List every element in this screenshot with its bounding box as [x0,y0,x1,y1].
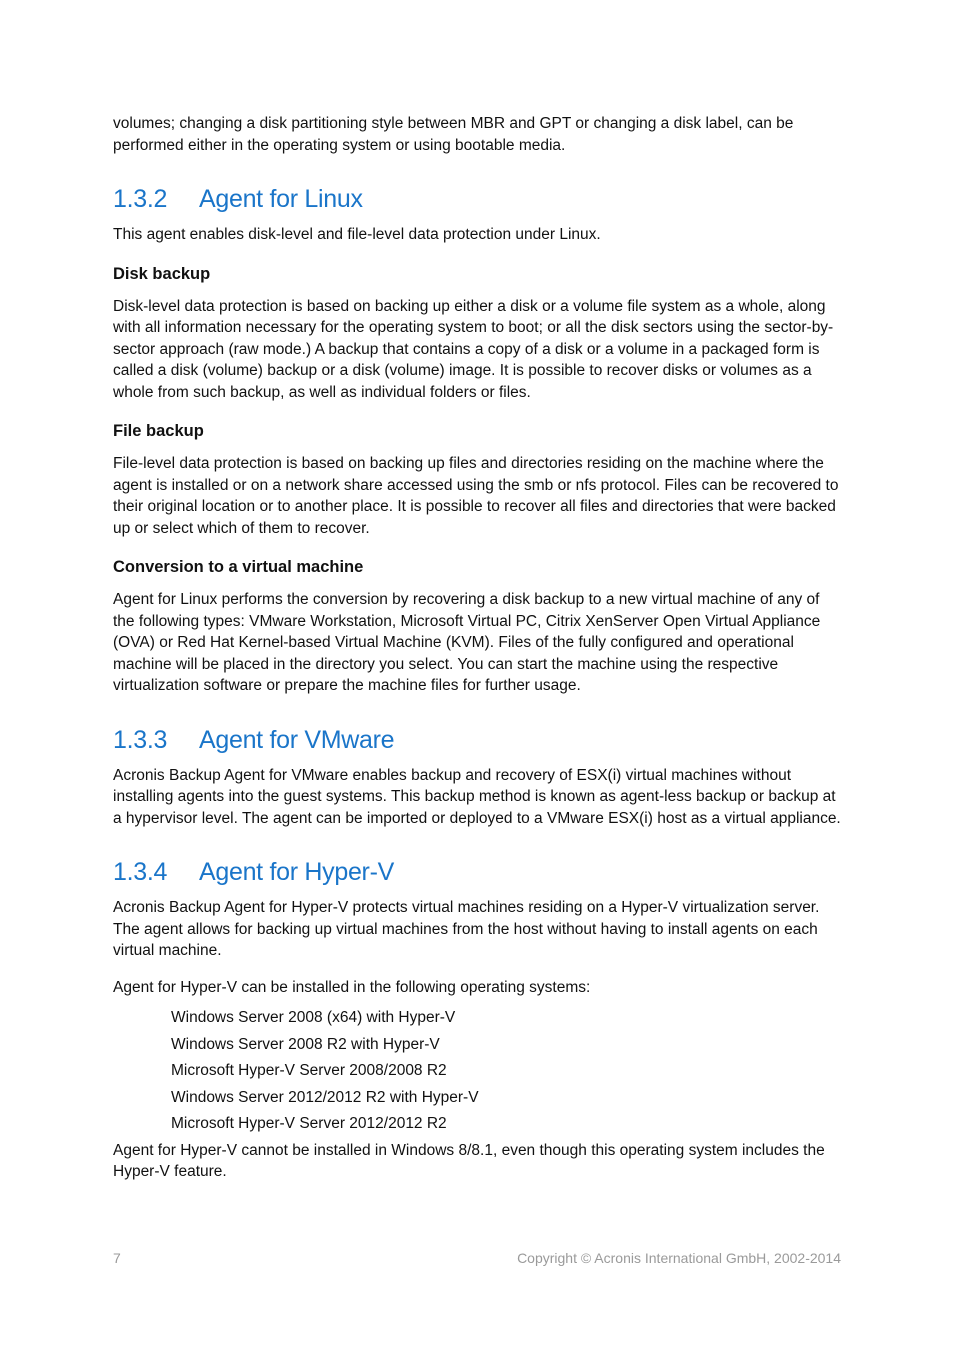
section-title: Agent for Linux [199,185,363,213]
subheading-file-backup: File backup [113,422,204,440]
section-title: Agent for VMware [199,725,395,754]
vmware-paragraph: Acronis Backup Agent for VMware enables backup and recovery of ESX(i) virtual machines without installing agents into the guest systems. This backup method is known as agent-less backup or backup at a hypervisor level. The agent can be imported or deployed to a VMware ESX(i) host as a virtual appliance. [113,766,841,827]
section-heading-agent-hyperv [113,857,843,887]
page-footer [113,1250,841,1266]
section-number: 1.3.4 [113,858,168,886]
section-number: 1.3.2 [113,185,168,213]
section-heading-agent-vmware [113,725,843,755]
disk-backup-paragraph: Disk-level data protection is based on backing up either a disk or a volume file system as a whole, along with all information necessary for the operating system to boot; or all the disk sectors using the sector-by-sector approach (raw mode.) A backup that contains a copy of a disk or a volume in a packaged form is called a disk (volume) backup or a disk (volume) image. It is possible to recover disks or volumes as a whole from such backup, as well as individual folders or files. [113,297,834,401]
list-item: Microsoft Hyper-V Server 2008/2008 R2 [171,1062,447,1079]
hyperv-paragraph: Acronis Backup Agent for Hyper-V protects virtual machines residing on a Hyper-V virtualization server. The agent allows for backing up virtual machines from the host without having to install agents on each virtual machine. [113,899,820,959]
document-page [113,113,843,1183]
page-number: 7 [113,1250,121,1266]
hyperv-note-paragraph: Agent for Hyper-V cannot be installed in Windows 8/8.1, even though this operating system includes the Hyper-V feature. [113,1141,825,1180]
subheading-disk-backup: Disk backup [113,264,211,283]
hyperv-list-intro: Agent for Hyper-V can be installed in the following operating systems: [113,978,591,996]
section-heading-agent-linux [113,184,843,214]
supported-os-list [171,1007,843,1134]
list-item: Microsoft Hyper-V Server 2012/2012 R2 [171,1115,447,1132]
list-item: Windows Server 2012/2012 R2 with Hyper-V [171,1088,479,1106]
file-backup-paragraph: File-level data protection is based on backing up files and directories residing on the machine where the agent is installed or on a network share accessed using the smb or nfs protocol. Files can be recovered to their original location or to another place. It is possible to recover all files and directories that were backed up or select which of them to recover. [113,455,839,537]
list-item: Windows Server 2008 R2 with Hyper-V [171,1035,440,1053]
linux-lead-paragraph: This agent enables disk-level and file-level data protection under Linux. [113,226,601,243]
list-item: Windows Server 2008 (x64) with Hyper-V [171,1009,456,1026]
section-title: Agent for Hyper-V [199,858,394,886]
conversion-paragraph: Agent for Linux performs the conversion by recovering a disk backup to a new virtual machine of any of the following types: VMware Workstation, Microsoft Virtual PC, Citrix XenServer Open Virtual Appliance (OVA) or Red Hat Kernel-based Virtual Machine (KVM). Files of the fully configured and operational machine will be placed in the directory you select. You can start the machine using the respective virtualization software or prepare the machine files for further usage. [113,591,821,694]
section-number: 1.3.3 [113,725,168,754]
copyright-text: Copyright © Acronis International GmbH, 2002-2014 [517,1250,841,1266]
intro-paragraph: volumes; changing a disk partitioning style between MBR and GPT or changing a disk label, can be performed either in the operating system or using bootable media. [113,115,794,154]
subheading-conversion: Conversion to a virtual machine [113,558,364,576]
